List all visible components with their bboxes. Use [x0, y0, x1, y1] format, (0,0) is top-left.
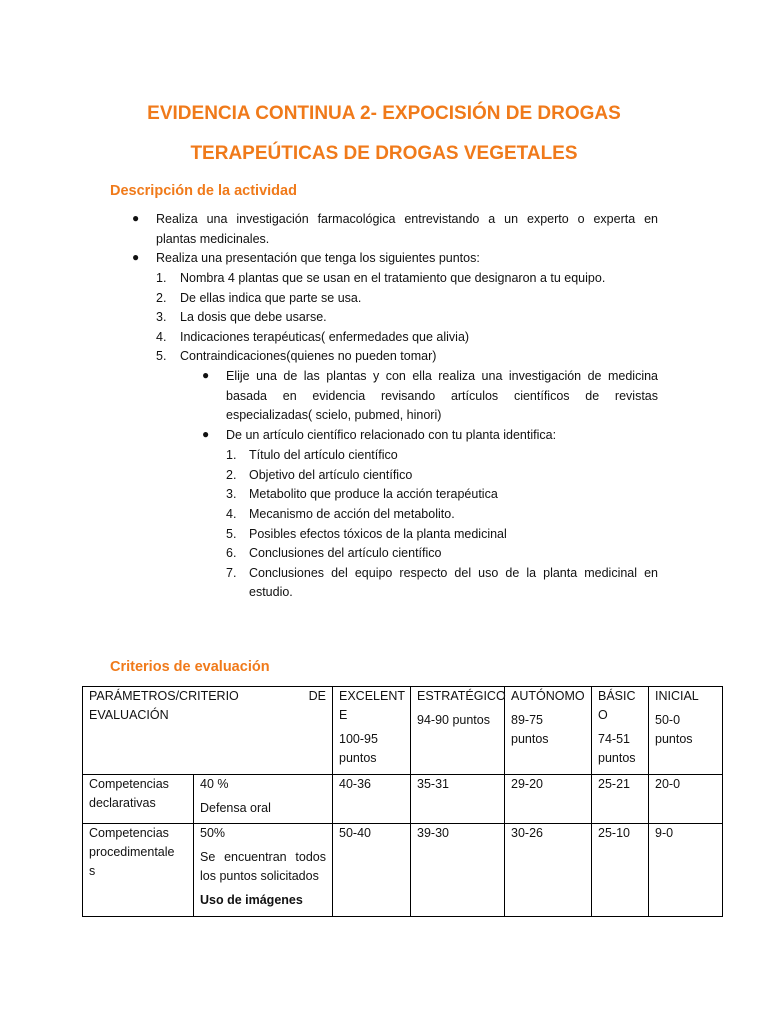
header-points: 100-95 — [339, 732, 378, 746]
row-competency — [83, 824, 194, 917]
header-estrategico — [411, 687, 505, 775]
bullet-icon: ● — [202, 368, 210, 382]
page-title-line-2: TERAPEÚTICAS DE DROGAS VEGETALES — [190, 143, 578, 164]
header-basico — [592, 687, 649, 775]
list-item-number: 2. — [156, 291, 167, 305]
list-item: Metabolito que produce la acción terapéutica — [249, 487, 498, 501]
header-parameters-line-2: EVALUACIÓN — [89, 708, 169, 722]
criteria-heading: Criterios de evaluación — [110, 659, 270, 675]
sub-bullet-2-text: De un artículo científico relacionado con tu planta identifica: — [226, 428, 557, 442]
list-item-number: 1. — [226, 448, 237, 462]
list-item: Nombra 4 plantas que se usan en el tratamiento que designaron a tu equipo. — [180, 271, 606, 285]
header-parameters-de: DE — [308, 689, 326, 703]
competency-label: Competencias — [89, 777, 169, 791]
sub-bullet-1-line-1: Elije una de las plantas y con ella realiza una investigación de medicina — [226, 369, 658, 383]
header-points: 50-0 — [655, 713, 681, 727]
bullet-1-line-1: Realiza una investigación farmacológica entrevistando a un experto o experta en — [156, 212, 658, 226]
list-item: De ellas indica que parte se usa. — [180, 291, 362, 305]
score-cell: 35-31 — [411, 775, 505, 824]
list-item-number: 3. — [226, 487, 237, 501]
score-cell: 20-0 — [649, 775, 723, 824]
list-item: Conclusiones del equipo respecto del uso de la planta medicinal en — [249, 566, 658, 580]
page-title-line-1: EVIDENCIA CONTINUA 2- EXPOCISIÓN DE DROGAS — [147, 103, 621, 124]
header-inicial — [649, 687, 723, 775]
list-item-number: 2. — [226, 468, 237, 482]
list-item-number: 7. — [226, 566, 237, 580]
weight-detail: Defensa oral — [200, 801, 271, 815]
bullet-icon: ● — [132, 211, 140, 225]
header-label: ESTRATÉGICO — [417, 689, 506, 703]
list-item-number: 5. — [156, 349, 167, 363]
header-label: E — [339, 708, 348, 722]
header-label: INICIAL — [655, 689, 699, 703]
score-cell: 25-10 — [592, 824, 649, 917]
competency-label: declarativas — [89, 796, 156, 810]
list-item-number: 4. — [156, 330, 167, 344]
list-item-number: 1. — [156, 271, 167, 285]
competency-label: procedimentale — [89, 845, 175, 859]
evaluation-rubric-table — [82, 686, 723, 917]
row-weight — [194, 775, 333, 824]
header-label: BÁSIC — [598, 689, 636, 703]
score-cell: 25-21 — [592, 775, 649, 824]
header-parameters-line-1: PARÁMETROS/CRITERIO — [89, 689, 239, 703]
list-item: Contraindicaciones(quienes no pueden tomar) — [180, 349, 437, 363]
row-weight — [194, 824, 333, 917]
bullet-2-text: Realiza una presentación que tenga los siguientes puntos: — [156, 251, 480, 265]
list-item: Título del artículo científico — [249, 448, 398, 462]
header-points: puntos — [655, 732, 693, 746]
score-cell: 39-30 — [411, 824, 505, 917]
header-points: puntos — [339, 751, 377, 765]
table-row — [83, 775, 723, 824]
weight-value: 40 % — [200, 777, 229, 791]
bullet-icon: ● — [132, 250, 140, 264]
weight-detail: los puntos solicitados — [200, 869, 319, 883]
score-cell: 9-0 — [649, 824, 723, 917]
row-competency — [83, 775, 194, 824]
list-item-number: 4. — [226, 507, 237, 521]
header-points: 94-90 puntos — [417, 713, 490, 727]
weight-value: 50% — [200, 826, 226, 840]
bullet-1-line-2: plantas medicinales. — [156, 232, 270, 246]
competency-label: Competencias — [89, 826, 169, 840]
score-cell: 50-40 — [333, 824, 411, 917]
header-parameters — [83, 687, 333, 775]
list-item-continuation: estudio. — [249, 585, 293, 599]
list-item: Indicaciones terapéuticas( enfermedades que alivia) — [180, 330, 470, 344]
list-item: La dosis que debe usarse. — [180, 310, 327, 324]
score-cell: 30-26 — [505, 824, 592, 917]
score-cell: 29-20 — [505, 775, 592, 824]
header-points: puntos — [598, 751, 636, 765]
sub-bullet-1-line-2: basada en evidencia revisando artículos científicos de revistas — [226, 389, 658, 403]
competency-label: s — [89, 864, 96, 878]
weight-detail-bold: Uso de imágenes — [200, 893, 303, 907]
list-item: Mecanismo de acción del metabolito. — [249, 507, 455, 521]
list-item-number: 5. — [226, 527, 237, 541]
sub-bullet-1-line-3: especializadas( scielo, pubmed, hinori) — [226, 408, 442, 422]
header-label: AUTÓNOMO — [511, 689, 585, 703]
score-cell: 40-36 — [333, 775, 411, 824]
list-item-number: 6. — [226, 546, 237, 560]
list-item: Posibles efectos tóxicos de la planta medicinal — [249, 527, 507, 541]
list-item: Objetivo del artículo científico — [249, 468, 413, 482]
list-item-number: 3. — [156, 310, 167, 324]
header-points: 89-75 — [511, 713, 543, 727]
table-header-row — [83, 687, 723, 775]
header-autonomo — [505, 687, 592, 775]
header-points: puntos — [511, 732, 549, 746]
header-label: O — [598, 708, 608, 722]
table-row — [83, 824, 723, 917]
header-excelente — [333, 687, 411, 775]
bullet-icon: ● — [202, 427, 210, 441]
weight-detail: Se encuentran todos — [200, 850, 326, 864]
list-item: Conclusiones del artículo científico — [249, 546, 442, 560]
description-heading: Descripción de la actividad — [110, 183, 297, 199]
header-label: EXCELENT — [339, 689, 405, 703]
header-points: 74-51 — [598, 732, 630, 746]
